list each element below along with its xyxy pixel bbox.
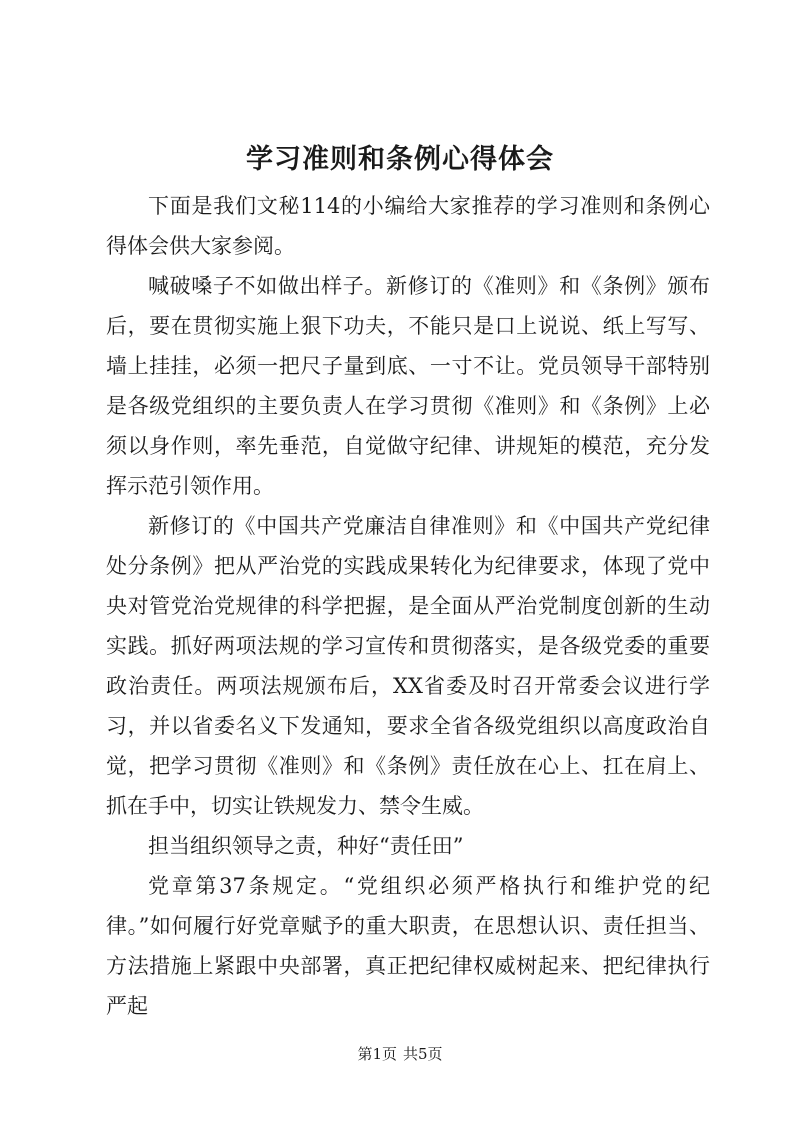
page-footer	[0, 1044, 800, 1064]
page-total: 共5页	[403, 1045, 443, 1063]
paragraph-regulations: 新修订的《中国共产党廉洁自律准则》和《中国共产党纪律处分条例》把从严治党的实践成果转化为纪律要求，体现了党中央对管党治党规律的科学把握，是全面从严治党制度创新的生动实践。抓好两项法规的学习宣传和贯彻落实，是各级党委的重要政治责任。两项法规颁布后，XX省委及时召开常委会议进行学习，并以省委名义下发通知，要求全省各级党组织以高度政治自觉，把学习贯彻《准则》和《条例》责任放在心上、扛在肩上、抓在手中，切实让铁规发力、禁令生威。	[106, 514, 710, 818]
paragraph-party-constitution: 党章第37条规定。“党组织必须严格执行和维护党的纪律。”如何履行好党章赋予的重大职责，在思想认识、责任担当、方法措施上紧跟中央部署，真正把纪律权威树起来、把纪律执行严起	[106, 874, 710, 1018]
document-body	[106, 186, 710, 1026]
paragraph-intro: 下面是我们文秘114的小编给大家推荐的学习准则和条例心得体会供大家参阅。	[106, 194, 710, 258]
paragraph-example: 喊破嗓子不如做出样子。新修订的《准则》和《条例》颁布后，要在贯彻实施上狠下功夫，不能只是口上说说、纸上写写、墙上挂挂，必须一把尺子量到底、一寸不让。党员领导干部特别是各级党组织的主要负责人在学习贯彻《准则》和《条例》上必须以身作则，率先垂范，自觉做守纪律、讲规矩的模范，充分发挥示范引领作用。	[106, 274, 710, 498]
page-number: 第1页	[357, 1045, 397, 1063]
document-title: 学习准则和条例心得体会	[246, 144, 554, 175]
section-heading: 担当组织领导之责，种好“责任田”	[148, 834, 464, 858]
